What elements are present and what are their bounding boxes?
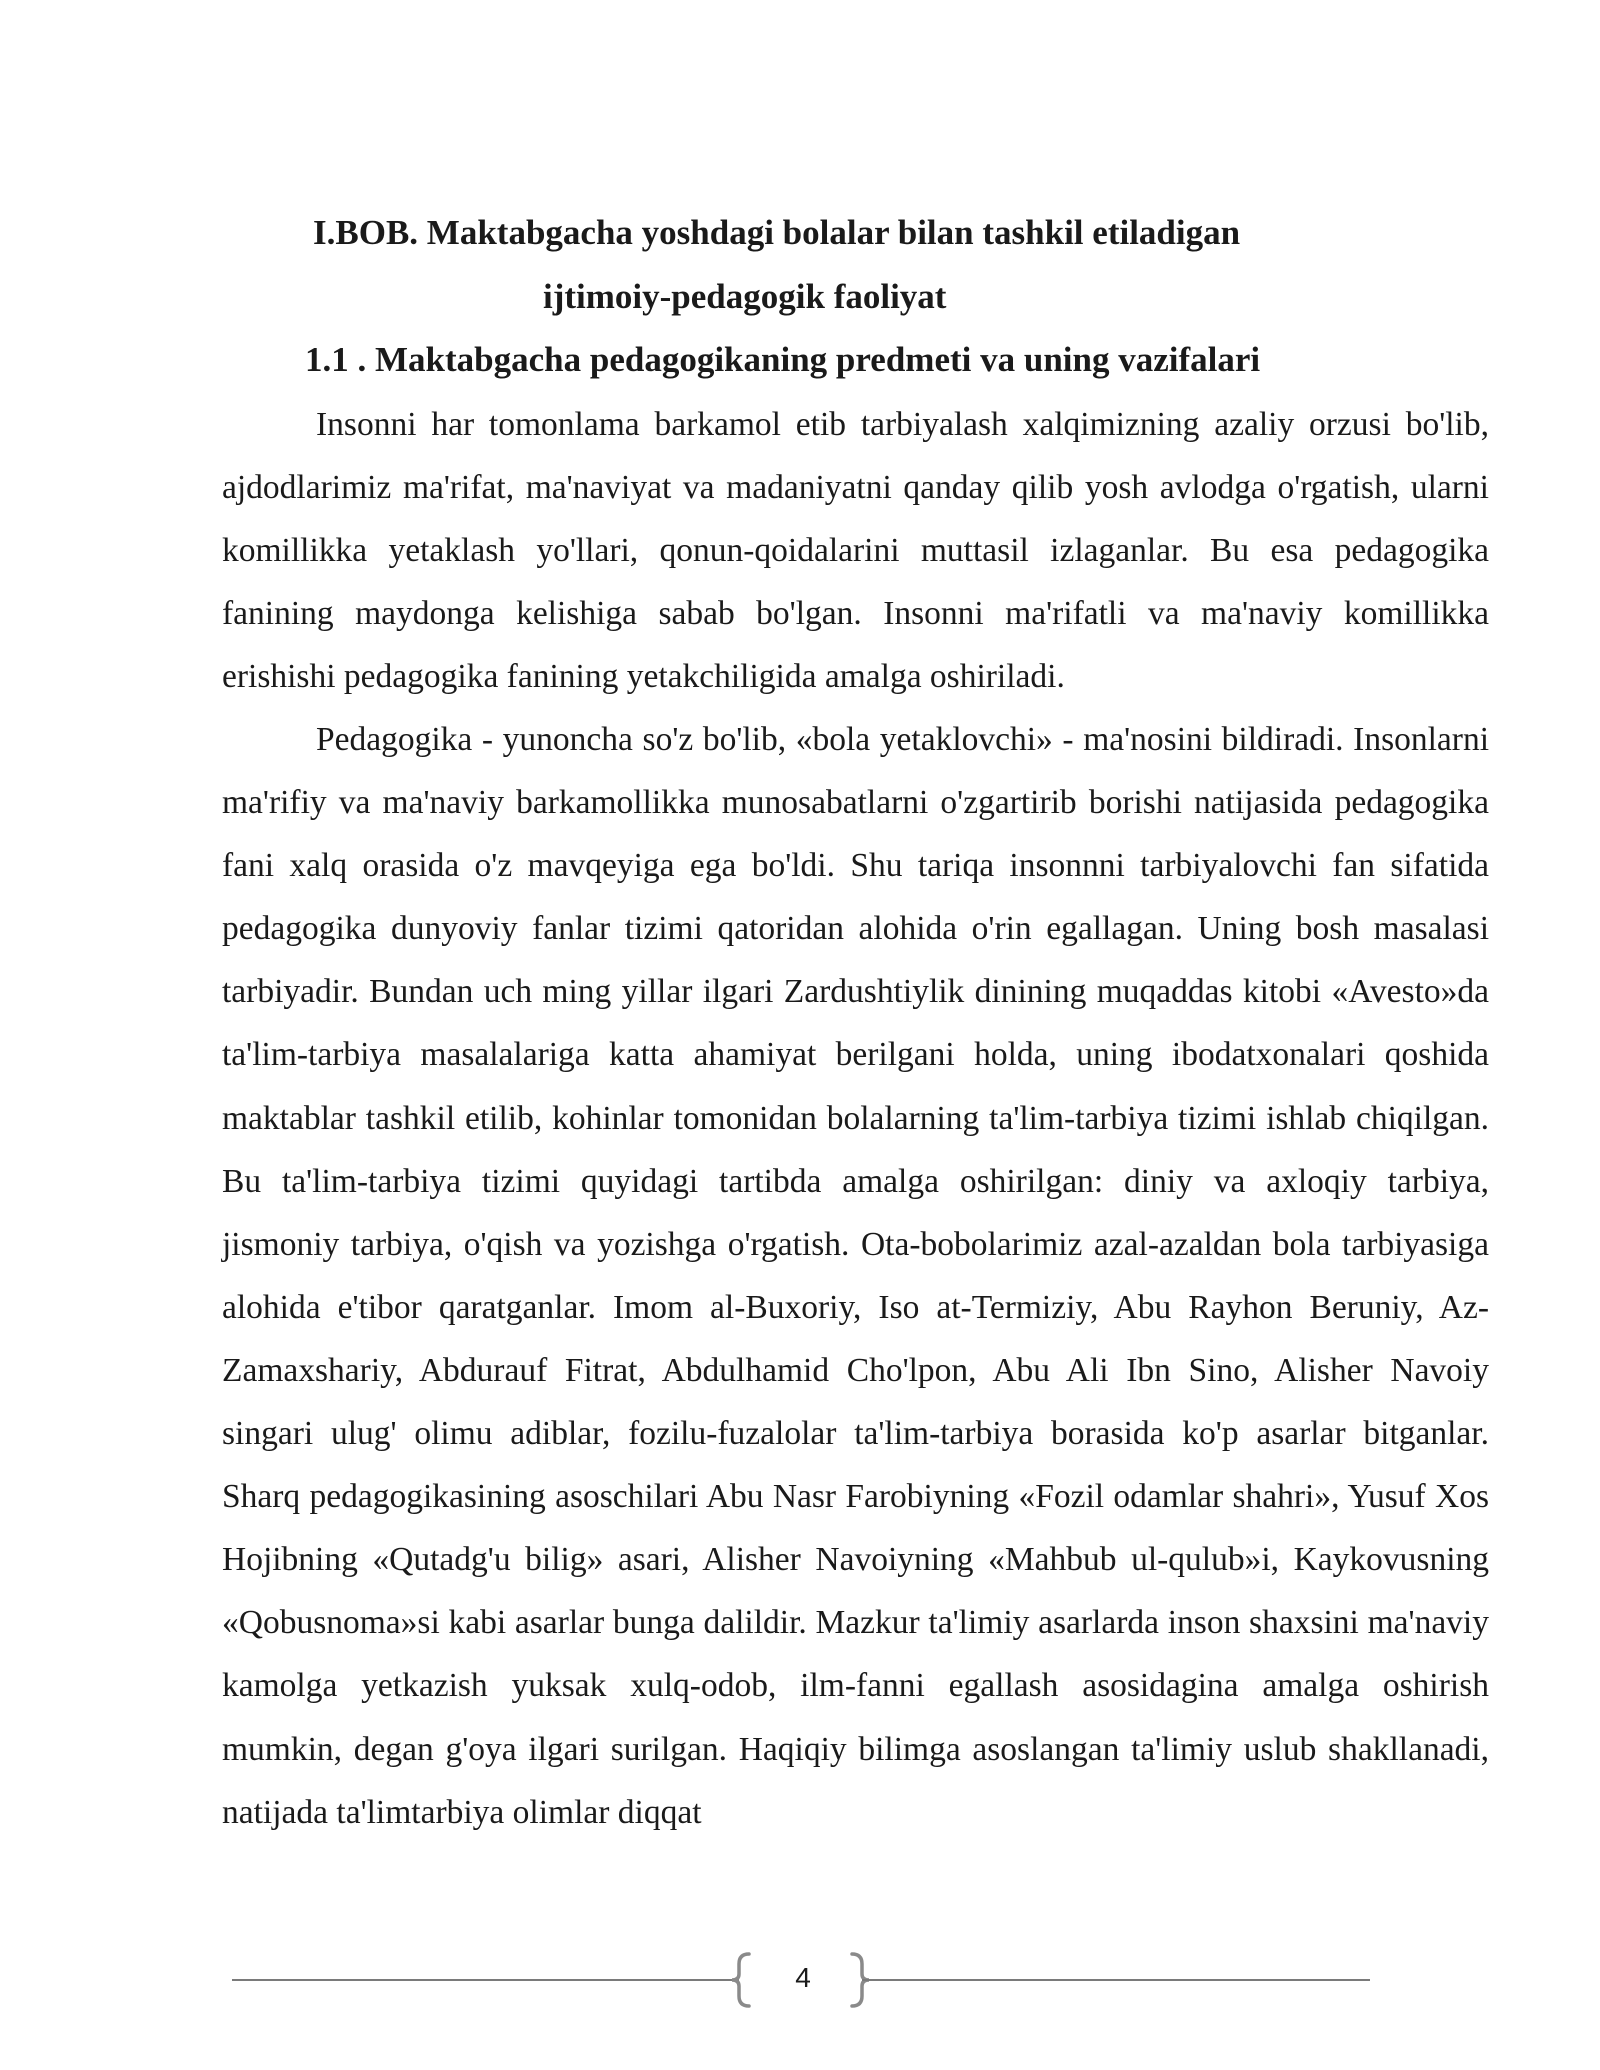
footer-rule-left [232,1979,739,1981]
page-footer [232,1950,1370,2010]
chapter-title-line1: I.BOB. Maktabgacha yoshdagi bolalar bilan tashkil etiladigan [313,213,1241,252]
chapter-title-line2: ijtimoiy-pedagogik faoliyat [543,277,947,316]
footer-rule-right [862,1979,1370,1981]
body-paragraph-1: Insonni har tomonlama barkamol etib tarbiyalash xalqimizning azaliy orzusi bo'lib, ajdodlarimiz ma'rifat, ma'naviyat va madaniyatni qanday qilib yosh avlodga o'rgatish, ularni komillikka yetaklash yo'llari, qonun-qoidalarini muttasil izlaganlar. Bu esa pedagogika fanining maydonga kelishiga sabab bo'lgan. Insonni ma'rifatli va ma'naviy komillikka erishishi pedagogika fanining yetakchiligida amalga oshiriladi. [222,406,1489,696]
left-bracket-icon [729,1950,755,2010]
body-paragraph-2: Pedagogika - yunoncha so'z bo'lib, «bola yetaklovchi» - ma'nosini bildiradi. Insonlarni ma'rifiy va ma'naviy barkamollikka munosabatlarni o'zgartirib borishi natijasida pedagogika fani xalq orasida o'z mavqeyiga ega bo'ldi. Shu tariqa insonnni tarbiyalovchi fan sifatida pedagogika dunyoviy fanlar tizimi qatoridan alohida o'rin egallagan. Uning bosh masalasi tarbiyadir. Bundan uch ming yillar ilgari Zardushtiylik dinining muqaddas kitobi «Avesto»da ta'lim-tarbiya masalalariga katta ahamiyat berilgani holda, uning ibodatxonalari qoshida maktablar tashkil etilib, kohinlar tomonidan bolalarning ta'lim-tarbiya tizimi ishlab chiqilgan. Bu ta'lim-tarbiya tizimi quyidagi tartibda amalga oshirilgan: diniy va axloqiy tarbiya, jismoniy tarbiya, o'qish va yozishga o'rgatish. Ota-bobolarimiz azal-azaldan bola tarbiyasiga alohida e'tibor qaratganlar. Imom al-Buxoriy, Iso at-Termiziy, Abu Rayhon Beruniy, Az-Zamaxshariy, Abdurauf Fitrat, Abdulhamid Cho'lpon, Abu Ali Ibn Sino, Alisher Navoiy singari ulug' olimu adiblar, fozilu-fuzalolar ta'lim-tarbiya borasida ko'p asarlar bitganlar. Sharq pedagogikasining asoschilari Abu Nasr Farobiyning «Fozil odamlar shahri», Yusuf Xos Hojibning «Qutadg'u bilig» asari, Alisher Navoiyning «Mahbub ul-qulub»i, Kaykovusning «Qobusnoma»si kabi asarlar bunga dalildir. Mazkur ta'limiy asarlarda inson shaxsini ma'naviy kamolga yetkazish yuksak xulq-odob, ilm-fanni egallash asosidagina amalga oshirish mumkin, degan g'oya ilgari surilgan. Haqiqiy bilimga asoslangan ta'limiy uslub shakllanadi, natijada ta'limtarbiya olimlar diqqat [222,721,1489,1831]
page-number: 4 [795,1962,811,1993]
section-title: 1.1 . Maktabgacha pedagogikaning predmeti va uning vazifalari [305,340,1261,379]
